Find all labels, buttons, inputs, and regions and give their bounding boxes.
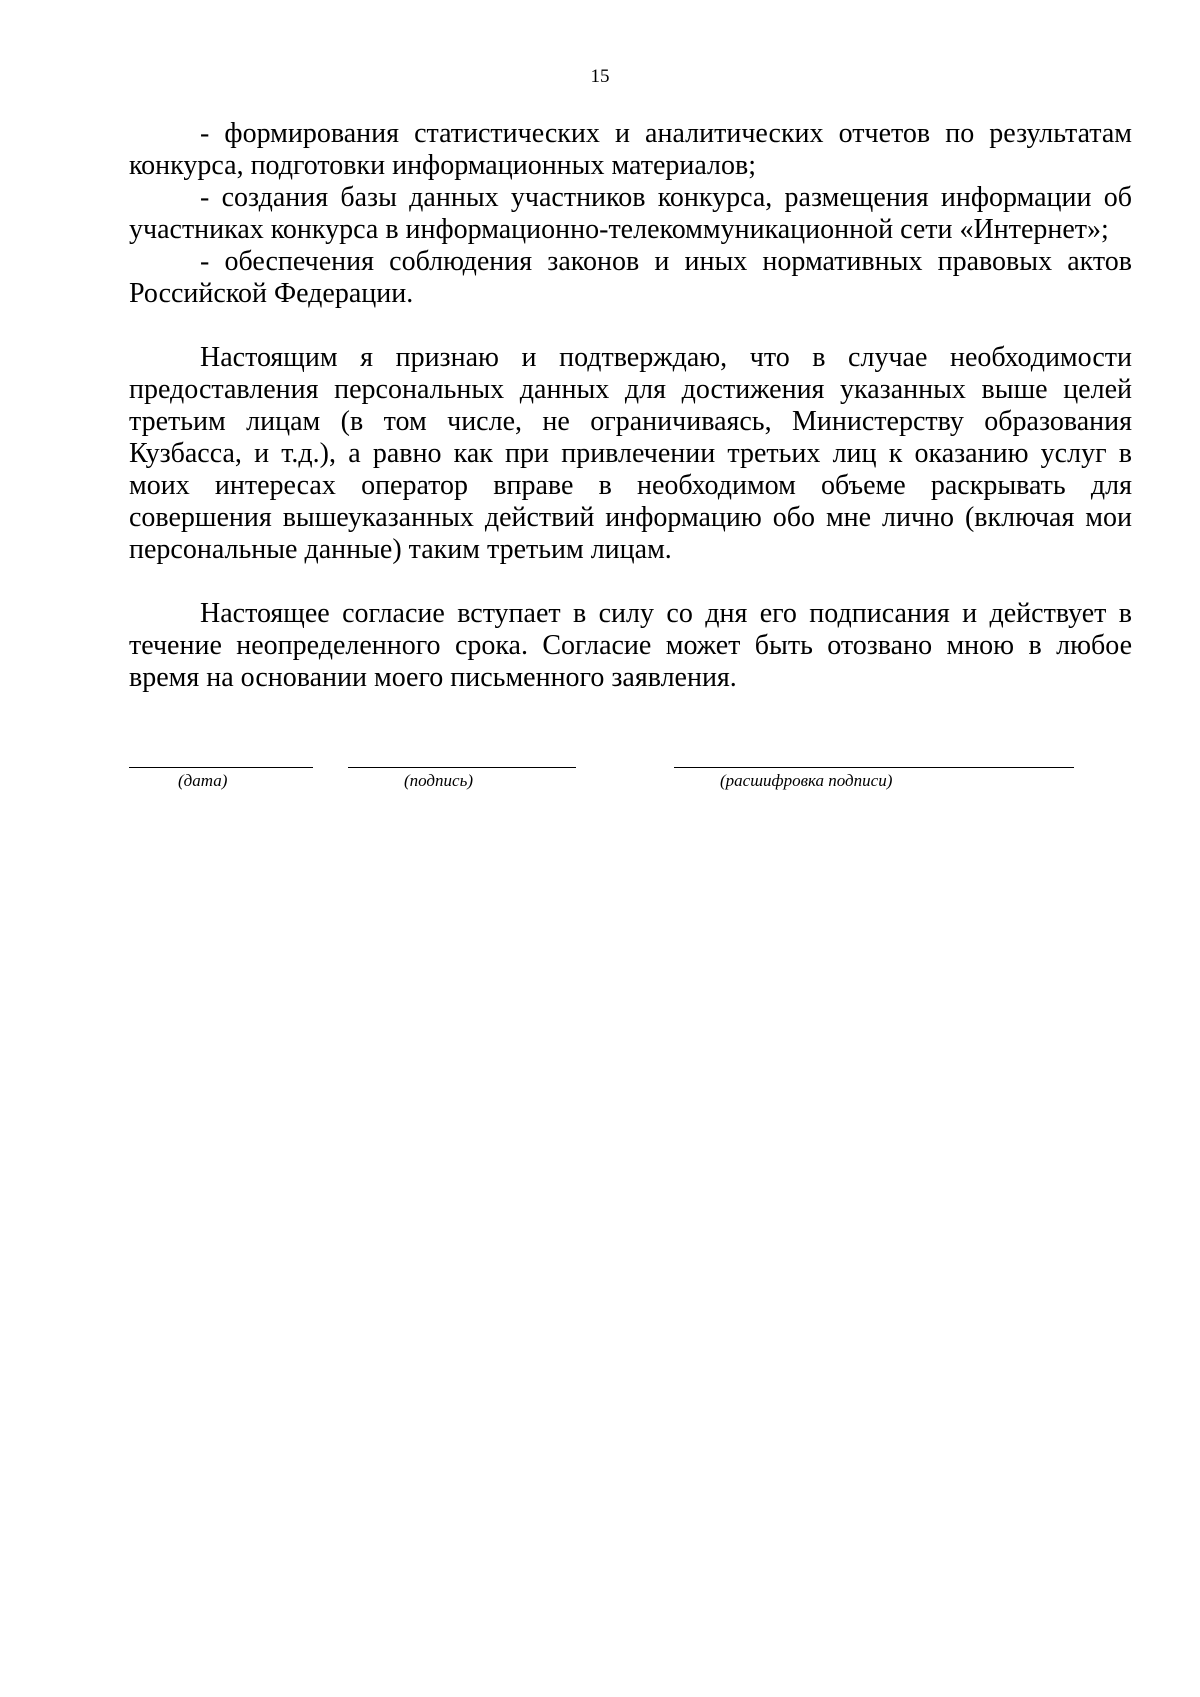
list-item-statistics: - формирования статистических и аналитических отчетов по результатам конкурса, подготовки информационных материалов; xyxy=(129,118,1132,181)
signature-line xyxy=(348,767,576,768)
list-item-database: - создания базы данных участников конкурса, размещения информации об участниках конкурса в информационно-телекоммуникационной сети «Интернет»; xyxy=(129,182,1132,245)
paragraph-consent-term: Настоящее согласие вступает в силу со дня его подписания и действует в течение неопределенного срока. Согласие может быть отозвано мною в любое время на основании моего письменного заявления. xyxy=(129,598,1132,693)
transcript-caption: (расшифровка подписи) xyxy=(720,771,893,790)
list-item-compliance: - обеспечения соблюдения законов и иных нормативных правовых актов Российской Федерации. xyxy=(129,246,1132,309)
date-line xyxy=(129,767,313,768)
date-caption: (дата) xyxy=(178,771,228,790)
paragraph-third-parties: Настоящим я признаю и подтверждаю, что в случае необходимости предоставления персональных данных для достижения указанных выше целей третьим лицам (в том числе, не ограничиваясь, Министерству образования Кузбасса, и т.д.), а равно как при привлечении третьих лиц к оказанию услуг в моих интересах оператор вправе в необходимом объеме раскрывать для совершения вышеуказанных действий информацию обо мне лично (включая мои персональные данные) таким третьим лицам. xyxy=(129,342,1132,565)
transcript-line xyxy=(674,767,1074,768)
signature-caption: (подпись) xyxy=(404,771,473,790)
document-body xyxy=(129,118,1132,694)
page-number: 15 xyxy=(590,66,610,87)
